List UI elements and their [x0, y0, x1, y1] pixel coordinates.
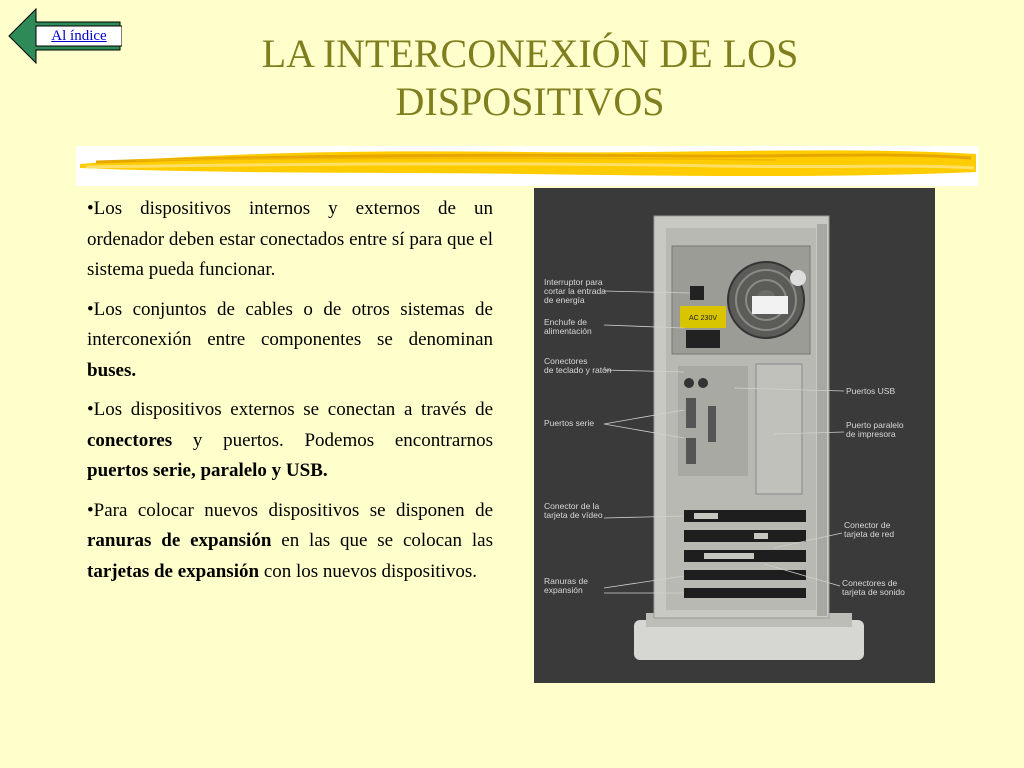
svg-text:Conectores de: Conectores de: [842, 578, 898, 588]
svg-text:Puertos serie: Puertos serie: [544, 418, 595, 428]
bullet-1: •Los dispositivos internos y externos de un ordenador deben estar conectados entre sí para que el sistema pueda funcionar.: [87, 198, 493, 280]
bullet-4: •Para colocar nuevos dispositivos se disponen de ranuras de expansión en las que se colocan las tarjetas de expansión con los nuevos dispositivos.: [87, 499, 493, 582]
slide-title-line2: DISPOSITIVOS: [395, 79, 665, 124]
svg-text:Puertos USB: Puertos USB: [846, 386, 896, 396]
bold-term-conectores: conectores: [87, 429, 173, 451]
bold-term-puertos: puertos serie, paralelo y USB.: [87, 460, 328, 481]
svg-text:Puerto paralelo: Puerto paralelo: [846, 420, 904, 430]
bullet-3: •Los dispositivos externos se conectan a través de conectores y puertos. Podemos encontrarnos puertos serie, paralelo y USB.: [87, 399, 493, 481]
svg-text:de energía: de energía: [544, 295, 585, 305]
bold-term-tarjetas: tarjetas de expansión: [87, 560, 260, 582]
bold-term-ranuras: ranuras de expansión: [87, 530, 272, 551]
svg-text:Conectores: Conectores: [544, 356, 588, 366]
svg-text:de impresora: de impresora: [846, 429, 896, 439]
svg-text:Interruptor para: Interruptor para: [544, 277, 603, 287]
bullet-2: •Los conjuntos de cables o de otros sistemas de interconexión entre componentes se denominan buses.: [87, 298, 493, 381]
svg-text:de teclado y ratón: de teclado y ratón: [544, 365, 612, 375]
svg-text:Conector de: Conector de: [844, 520, 891, 530]
title-underline-brush: [76, 142, 978, 188]
slide-title-line1: LA INTERCONEXIÓN DE LOS: [261, 31, 799, 76]
svg-text:alimentación: alimentación: [544, 326, 592, 336]
back-to-index-button[interactable]: [8, 8, 122, 64]
svg-text:tarjeta de vídeo: tarjeta de vídeo: [544, 510, 603, 520]
voltage-label: AC 230V: [688, 315, 718, 322]
svg-text:Enchufe de: Enchufe de: [544, 317, 588, 327]
computer-back-panel-photo: [534, 188, 935, 683]
back-to-index-link[interactable]: Al índice: [51, 28, 107, 44]
svg-text:tarjeta de sonido: tarjeta de sonido: [842, 587, 905, 597]
slide-title: [180, 30, 880, 126]
svg-text:cortar la entrada: cortar la entrada: [544, 286, 606, 296]
svg-text:Conector de la: Conector de la: [544, 501, 600, 511]
svg-text:expansión: expansión: [544, 585, 583, 595]
svg-text:Ranuras de: Ranuras de: [544, 576, 588, 586]
computer-tower-illustration: [534, 188, 935, 683]
svg-text:tarjeta de red: tarjeta de red: [844, 529, 895, 539]
bullet-list: [87, 194, 493, 596]
bold-term-buses: buses.: [87, 359, 137, 381]
